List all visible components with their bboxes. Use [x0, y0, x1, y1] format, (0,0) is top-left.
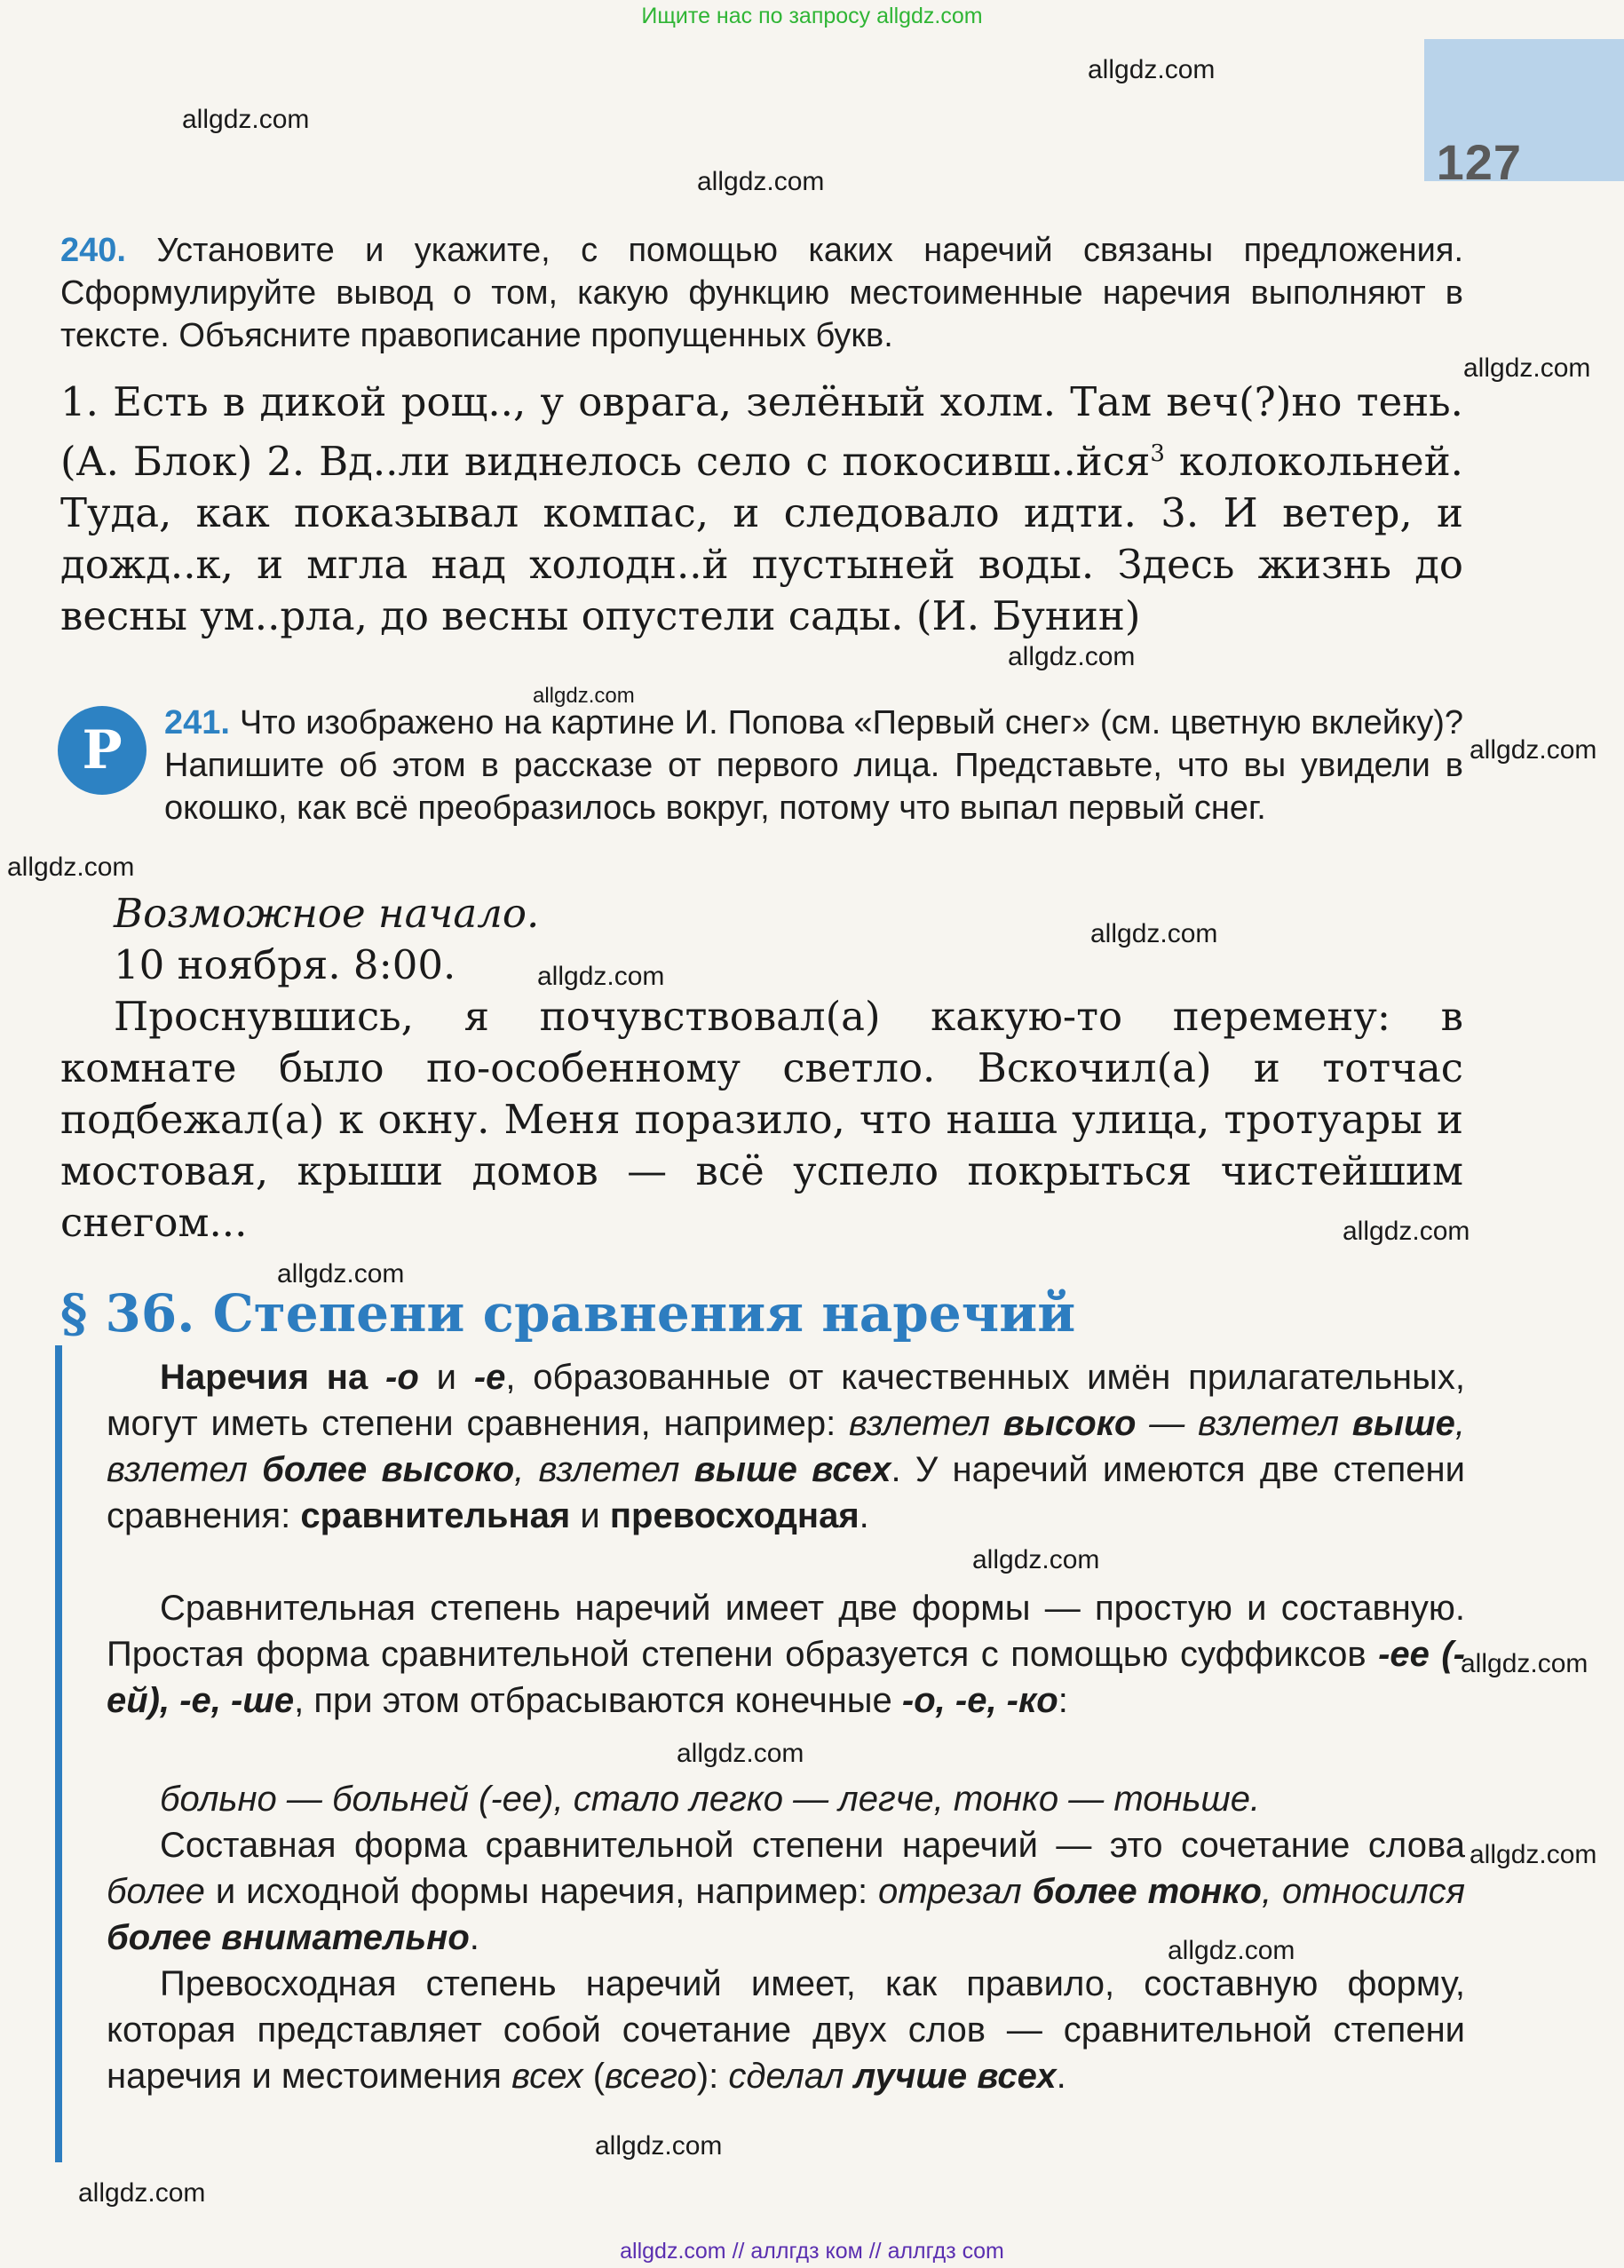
rule-text: , образованные от качественных имён прилагательных, могут иметь степени сравнения, например: — [107, 1358, 1465, 1443]
task-241-instruction — [164, 702, 1463, 829]
task-instruction-text: Что изображено на картине И. Попова «Первый снег» (см. цветную вклейку)? Напишите об этом в рассказе от первого лица. Представьте, что вы увидели в окошко, как всё преобразилось вокруг, потому что выпал первый снег. — [164, 704, 1463, 827]
watermark: allgdz.com — [1008, 642, 1136, 671]
rule-example: выше — [1351, 1404, 1455, 1443]
rule-text: Составная форма сравнительной степени наречий — это сочетание слова — [160, 1826, 1465, 1865]
rule-text: и — [570, 1496, 610, 1535]
rule-example: , взлетел — [514, 1450, 694, 1489]
watermark: allgdz.com — [533, 684, 635, 708]
rule-text: Сравнительная степень наречий имеет две формы — простую и составную. Простая форма сравнительной степени образуется с помощью суффиксов — [107, 1589, 1465, 1674]
rule-example: более тонко — [1032, 1872, 1262, 1911]
speech-development-badge: Р — [58, 706, 147, 795]
exercise-text: колокольней. Туда, как показывал компас, и следовало идти. 3. И ветер, и дожд..к, и мгла над холодн..й пустыней воды. Здесь жизнь до весны ум..рла, до весны опустели сады. (И. Бунин) — [60, 438, 1463, 639]
rule-text: ): — [696, 2057, 729, 2096]
rule-example: всего — [605, 2057, 697, 2096]
watermark: allgdz.com — [677, 1739, 804, 1768]
sample-date: 10 ноября. 8:00. — [114, 941, 456, 988]
rule-paragraph-2 — [107, 1585, 1465, 1724]
rule-example: , — [1261, 1872, 1282, 1911]
rule-paragraph-1 — [107, 1354, 1465, 1539]
task-number: 240. — [60, 232, 126, 269]
rule-suffix: -о, -е, -ко — [901, 1681, 1058, 1720]
rule-text: , при этом отбрасываются конечные — [294, 1681, 902, 1720]
page-number: 127 — [1436, 134, 1522, 190]
watermark: allgdz.com — [537, 962, 665, 991]
rule-suffix: -ее (-ей), -е, -ше — [107, 1635, 1465, 1720]
rule-text: : — [1058, 1681, 1068, 1720]
watermark: allgdz.com — [972, 1545, 1100, 1574]
watermark: allgdz.com — [182, 105, 310, 134]
rule-example: более внимательно — [107, 1918, 470, 1957]
rule-example: более — [107, 1872, 205, 1911]
watermark: allgdz.com — [277, 1259, 405, 1289]
rule-example: относился — [1282, 1872, 1465, 1911]
task-240-instruction — [60, 229, 1463, 357]
rule-text: . У наречий имеются две степени сравнения: — [107, 1450, 1465, 1535]
bottom-watermark-link[interactable]: allgdz.com // аллгдз ком // аллгдз com — [620, 2239, 1004, 2264]
watermark: allgdz.com — [1470, 1840, 1597, 1869]
rule-term: сравнительная — [300, 1496, 571, 1535]
watermark: allgdz.com — [1088, 55, 1216, 84]
rule-text: Наречия на — [160, 1358, 386, 1397]
rule-example: взлетел — [849, 1404, 1003, 1443]
rule-side-bar — [55, 1345, 62, 2162]
rule-example: больно — больней (-ее), стало легко — легче, тонко — тоньше. — [160, 1780, 1261, 1819]
exercise-text: 1. Есть в дикой рощ.., у оврага, зелёный холм. Там веч(?)но тень. (А. Блок) 2. Вд..ли виднелось село с покосивш..йся — [60, 378, 1463, 485]
rule-example: всех — [511, 2057, 583, 2096]
top-watermark-link[interactable]: Ищите нас по запросу allgdz.com — [641, 4, 983, 28]
watermark: allgdz.com — [595, 2131, 723, 2161]
rule-text: ( — [582, 2057, 606, 2096]
rule-suffix: -е — [473, 1358, 506, 1397]
watermark: allgdz.com — [1343, 1217, 1470, 1246]
rule-text: . — [469, 1918, 479, 1957]
watermark: allgdz.com — [1470, 735, 1597, 765]
watermark: allgdz.com — [78, 2178, 206, 2208]
watermark: allgdz.com — [1463, 353, 1591, 383]
rule-text: . — [859, 1496, 869, 1535]
task-instruction-text: Установите и укажите, с помощью каких наречий связаны предложения. Сформулируйте вывод о том, какую функцию местоименные наречия выполняют в тексте. Объясните правописание пропущенных букв. — [60, 232, 1463, 354]
rule-text: . — [1056, 2057, 1066, 2096]
rule-paragraph-4 — [107, 1822, 1465, 1961]
section-title: § 36. Степени сравнения наречий — [60, 1283, 1076, 1344]
rule-text: Превосходная степень наречий имеет, как правило, составную форму, которая представляет собой сочетание двух слов — сравнительной степени наречия и местоимения — [107, 1964, 1465, 2096]
watermark: allgdz.com — [697, 167, 825, 196]
watermark: allgdz.com — [7, 852, 135, 882]
rule-example: сделал — [728, 2057, 854, 2096]
rule-example: более высоко — [262, 1450, 515, 1489]
rule-example: высоко — [1002, 1404, 1137, 1443]
sample-text: Проснувшись, я почувствовал(а) какую-то перемену: в комнате было по-особенному светло. Вскочил(а) и тотчас подбежал(а) к окну. Меня поразило, что наша улица, тротуары и мостовая, крыши домов — всё успело покрыться чистейшим снегом... — [60, 993, 1463, 1246]
watermark: allgdz.com — [1168, 1936, 1295, 1965]
rule-text: и исходной формы наречия, например: — [204, 1872, 878, 1911]
rule-example: , взлетел — [107, 1404, 1466, 1489]
footnote-mark: 3 — [1150, 440, 1165, 467]
rule-text: и — [418, 1358, 474, 1397]
rule-examples — [107, 1776, 1465, 1822]
rule-example: лучше всех — [853, 2057, 1057, 2096]
rule-suffix: -о — [385, 1358, 419, 1397]
rule-example: — взлетел — [1136, 1404, 1352, 1443]
task-number: 241. — [164, 704, 230, 741]
rule-term: превосходная — [609, 1496, 860, 1535]
rule-example: выше всех — [693, 1450, 891, 1489]
watermark: allgdz.com — [1090, 919, 1218, 948]
rule-example: отрезал — [878, 1872, 1033, 1911]
task-240-text — [60, 377, 1463, 642]
watermark: allgdz.com — [1461, 1649, 1588, 1678]
rule-paragraph-5 — [107, 1961, 1465, 2099]
sample-label: Возможное начало. — [114, 890, 540, 937]
